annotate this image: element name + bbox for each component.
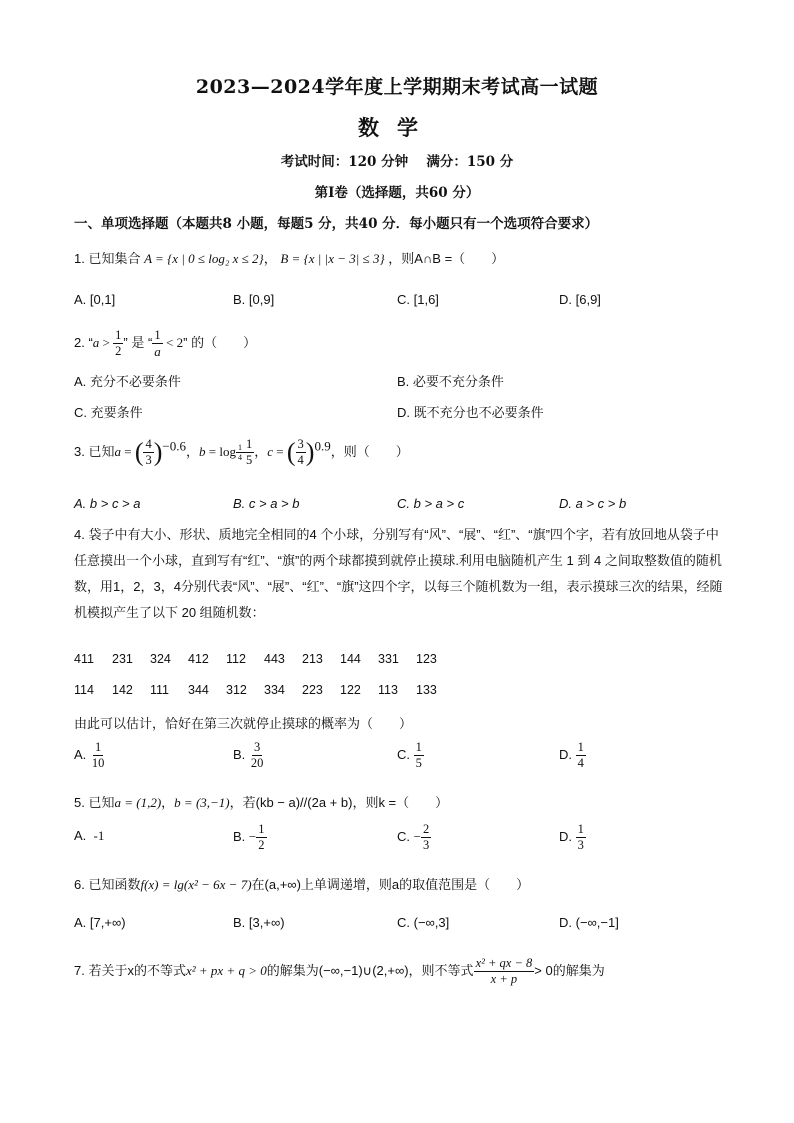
q2-suffix: ” 的（ ） <box>183 334 257 350</box>
random-number: 411 <box>74 652 94 666</box>
q6-option-a: A. [7,+∞) <box>74 915 126 930</box>
question-4-text: 4. 袋子中有大小、形状、质地完全相同的4 个小球，分别写有“风”、“展”、“红”、“旗”四个字，若有放回地从袋子中任意摸出一个小球，直到写有“红”、“旗”的两个球都摸到就停止摸球.利用电脑随机产生 1 到 4 之间取整数值的随机数，用1，2，3，4分别代表“风”、“展”、“红”、“旗”这四个字，以每三个随机数为一组，表示摸球三次的结果，经随机模拟产生了以下 20 组随机数： <box>74 527 723 620</box>
q3-option-a: A. b > c > a <box>74 496 141 511</box>
random-number: 443 <box>264 652 285 666</box>
question-6 <box>74 874 529 893</box>
random-number: 144 <box>340 652 361 666</box>
q1-option-b: B. [0,9] <box>233 292 275 307</box>
q1-option-a: A. [0,1] <box>74 292 116 307</box>
q3-option-d: D. a > c > b <box>559 496 627 511</box>
question-2: 2. “a > $\frac{1}{2}$ ” 是 “ $\frac{1}{a}$ < 2” 的（ ） <box>74 328 257 359</box>
q4-random-row-1 <box>74 652 454 666</box>
random-number: 231 <box>112 652 133 666</box>
q2-frac-inv-a: $\frac{1}{a}$ <box>154 328 161 359</box>
q2-frac-half: $\frac{1}{2}$ <box>115 328 122 358</box>
q6-option-b: B. [3,+∞) <box>233 915 285 930</box>
random-number: 123 <box>416 652 437 666</box>
random-number: 312 <box>226 683 247 697</box>
q6-prefix: 6. 已知函数 <box>74 877 141 892</box>
part-heading: 第Ⅰ卷（选择题，共60 分） <box>314 185 480 201</box>
q6-option-d: D. (−∞,−1] <box>559 915 619 930</box>
q2-mid: ” 是 “ <box>123 334 153 350</box>
exam-info: 考试时间：120 分钟 满分：150 分 <box>280 154 514 170</box>
q4-question: 由此可以估计，恰好在第三次就停止摸球的概率为（ ） <box>74 716 413 731</box>
question-5: 5. 已知a = (1,2)，b = (3,−1)，若(kb − a)//(2a + b)，则k =（ ） <box>74 795 449 810</box>
q2-option-b: B. 必要不充分条件 <box>397 374 504 389</box>
section-heading: 一、单项选择题（本题共8 小题，每题5 分，共40 分．每小题只有一个选项符合要求） <box>74 216 599 232</box>
question-7 <box>74 956 605 987</box>
q1-set-a: A = {x | 0 ≤ log₂ x ≤ 2} <box>144 251 264 266</box>
random-number: 331 <box>378 652 399 666</box>
q3-option-c: C. b > a > c <box>397 496 465 511</box>
q5-option-b: B. − $\frac{1}{2}$ <box>233 822 265 852</box>
q1-option-c: C. [1,6] <box>397 292 439 307</box>
q1-option-d: D. [6,9] <box>559 292 601 307</box>
question-1: 1. 已知集合 A = {x | 0 ≤ log₂ x ≤ 2}， B = {x | |x − 3| ≤ 3} ，则A∩B =（ ） <box>74 251 505 266</box>
q7-fraction: $\frac{\text{x² + qx − 8}}{x + p}$ <box>475 956 533 986</box>
question-3: 3. 已知a = ( $\frac{4}{3}$ )$^{-0.6}$，b = log $\frac{1}{4}$ $\frac{1}{5}$ ，c = ( $\frac{3}{4}$ )$^{0.9}$，则（ ） <box>74 437 409 467</box>
q1-prefix: 1. 已知集合 <box>74 251 141 266</box>
random-number: 133 <box>416 683 437 697</box>
q3-prefix: 3. 已知 <box>74 443 115 459</box>
exam-title: 2023—2024学年度上学期期末考试高一试题 <box>195 76 599 98</box>
q6-condition: 在(a,+∞)上单调递增，则a的取值范围是（ ） <box>251 877 530 892</box>
q5-prefix: 5. 已知 <box>74 795 115 810</box>
random-number: 111 <box>150 683 170 697</box>
q4-option-d: D. $\frac{1}{4}$ <box>559 740 584 770</box>
q4-random-row-2 <box>74 683 454 697</box>
q5-option-a: A. -1 <box>74 828 105 843</box>
q2-option-d: D. 既不充分也不必要条件 <box>397 405 544 420</box>
q2-option-c: C. 充要条件 <box>74 405 143 420</box>
q6-function: f(x) = lg(x² − 6x − 7) <box>140 877 252 892</box>
q7-prefix: 7. 若关于x的不等式 <box>74 962 186 978</box>
q1-set-b: B = {x | |x − 3| ≤ 3} <box>280 251 385 266</box>
random-number: 334 <box>264 683 285 697</box>
q3-suffix: ，则（ ） <box>330 443 409 459</box>
random-number: 213 <box>302 652 323 666</box>
subject-heading: 数学 <box>358 115 436 140</box>
random-number: 112 <box>226 652 246 666</box>
q1-suffix: ，则A∩B =（ ） <box>388 251 505 266</box>
q7-inequality: x² + px + q > 0 <box>185 962 267 978</box>
q5-vector-b: b = (3,−1) <box>174 795 230 810</box>
q5-option-d: D. $\frac{1}{3}$ <box>559 822 584 852</box>
q2-prefix: 2. “ <box>74 334 93 350</box>
q7-suffix: > 0的解集为 <box>534 962 605 978</box>
q3-option-b: B. c > a > b <box>233 496 300 511</box>
q2-option-a: A. 充分不必要条件 <box>74 374 181 389</box>
q7-mid: 的解集为(−∞,−1)∪(2,+∞)，则不等式 <box>266 962 474 978</box>
random-number: 142 <box>112 683 133 697</box>
random-number: 113 <box>378 683 398 697</box>
random-number: 223 <box>302 683 323 697</box>
random-number: 114 <box>74 683 94 697</box>
random-number: 412 <box>188 652 209 666</box>
q5-condition: ，若(kb − a)//(2a + b)，则k =（ ） <box>229 795 449 810</box>
q6-option-c: C. (−∞,3] <box>397 915 450 930</box>
random-number: 122 <box>340 683 361 697</box>
random-number: 344 <box>188 683 209 697</box>
random-number: 324 <box>150 652 171 666</box>
q5-option-c: C. − $\frac{2}{3}$ <box>397 822 430 852</box>
q5-vector-a: a = (1,2) <box>114 795 162 810</box>
q4-option-a: A. $\frac{1}{10}$ <box>74 740 105 770</box>
q4-option-b: B. $\frac{3}{20}$ <box>233 740 264 770</box>
q4-option-c: C. $\frac{1}{5}$ <box>397 740 422 770</box>
